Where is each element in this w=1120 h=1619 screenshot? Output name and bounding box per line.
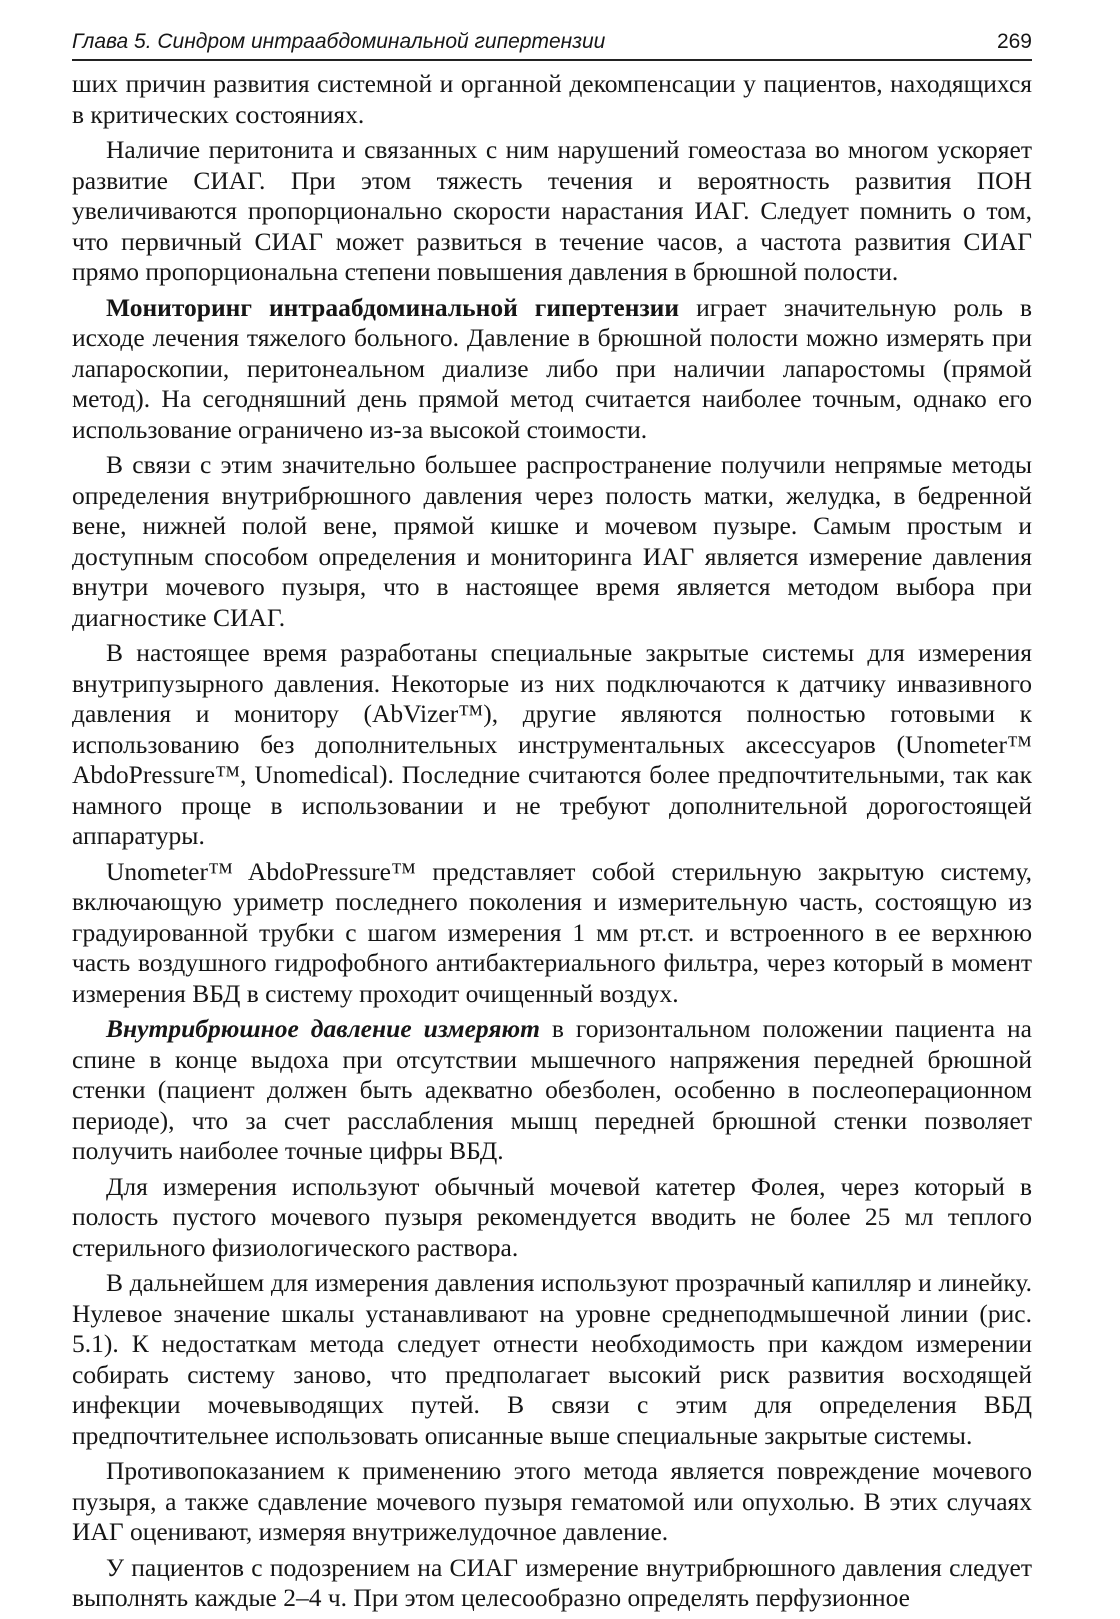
paragraph-text: в горизонтальном положении пациента на спине в конце выдоха при отсутствии мышечного напряжения передней брюшной стенки (пациент должен быть адекватно обезболен, особенно в послеоперационном периоде), что за счет расслабления мышц передней брюшной стенки позволяет получить наиболее точные цифры ВБД. (72, 1014, 1032, 1165)
paragraph-text: Наличие перитонита и связанных с ним нарушений гомеостаза во многом ускоряет развитие СИАГ. При этом тяжесть течения и вероятность развития ПОН увеличиваются пропорционально скорости нарастания ИАГ. Следует помнить о том, что первичный СИАГ может развиться в течение часов, а частота развития СИАГ прямо пропорциональна степени повышения давления в брюшной полости. (72, 135, 1032, 286)
paragraph (72, 1553, 1032, 1614)
paragraph (72, 857, 1032, 1010)
paragraph-text: Противопоказанием к применению этого метода является повреждение мочевого пузыря, а также сдавление мочевого пузыря гематомой или опухолью. В этих случаях ИАГ оценивают, измеряя внутрижелудочное давление. (72, 1456, 1032, 1546)
paragraph (72, 450, 1032, 633)
paragraph-text: играет значительную роль в исходе лечения тяжелого больного. Давление в брюшной полости можно измерять при лапароскопии, перитонеальном диализе либо при наличии лапаростомы (прямой метод). На сегодняшний день прямой метод считается наиболее точным, однако его использование ограничено из-за высокой стоимости. (72, 292, 1032, 444)
bold-term: Мониторинг интраабдоминальной гипертензии (106, 292, 680, 322)
paragraph-text: Unometer™ AbdoPressure™ представляет собой стерильную закрытую систему, включающую уриметр последнего поколения и измерительную часть, состоящую из градуированной трубки с шагом измерения 1 мм рт.ст. и встроенного в ее верхнюю часть воздушного гидрофобного антибактериального фильтра, через который в момент измерения ВБД в систему проходит очищенный воздух. (72, 856, 1032, 1008)
page-number: 269 (996, 30, 1032, 53)
paragraph (72, 1014, 1032, 1167)
paragraph-continued (72, 69, 1032, 130)
paragraph-text: В связи с этим значительно большее распространение получили непрямые методы определения внутрибрюшного давления через полость матки, желудка, в бедренной вене, нижней полой вене, прямой кишке и мочевом пузыре. Самым простым и доступным способом определения и мониторинга ИАГ является измерение давления внутри мочевого пузыря, что в настоящее время является методом выбора при диагностике СИАГ. (72, 450, 1032, 632)
paragraph (72, 1268, 1032, 1451)
bold-italic-term: Внутрибрюшное давление измеряют (106, 1014, 540, 1043)
paragraph-text: В дальнейшем для измерения давления используют прозрачный капилляр и линейку. Нулевое значение шкалы устанавливают на уровне среднеподмышечной линии (рис. 5.1). К недостаткам метода следует отнести необходимость при каждом измерении собирать систему заново, что предполагает высокий риск развития восходящей инфекции мочевыводящих путей. В связи с этим для определения ВБД предпочтительнее использовать описанные выше специальные закрытые системы. (72, 1268, 1032, 1450)
paragraph-text: У пациентов с подозрением на СИАГ измерение внутрибрюшного давления следует выполнять каждые 2–4 ч. При этом целесообразно определять перфузионное (72, 1552, 1032, 1612)
paragraph (72, 1172, 1032, 1264)
paragraph (72, 1456, 1032, 1548)
paragraph-text: В настоящее время разработаны специальные закрытые системы для измерения внутрипузырного давления. Некоторые из них подключаются к датчику инвазивного давления и монитору (AbVizer™), другие являются полностью готовыми к использованию без дополнительных инструментальных аксессуаров (Unometer™ AbdoPressure™, Unomedical). Последние считаются более предпочтительными, так как намного проще в использовании и не требуют дополнительной дорогостоящей аппаратуры. (72, 638, 1032, 850)
page-body (72, 69, 1032, 1614)
paragraph-text: Для измерения используют обычный мочевой катетер Фолея, через который в полость пустого мочевого пузыря рекомендуется вводить не более 25 мл теплого стерильного физиологического раствора. (72, 1171, 1032, 1262)
paragraph-text: ших причин развития системной и органной декомпенсации у пациентов, находящихся в критических состояниях. (72, 69, 1032, 129)
chapter-title: Глава 5. Синдром интраабдоминальной гипертензии (72, 30, 606, 53)
running-header (72, 30, 1032, 61)
paragraph (72, 293, 1032, 446)
paragraph (72, 135, 1032, 288)
paragraph (72, 638, 1032, 852)
book-page (72, 30, 1032, 1619)
